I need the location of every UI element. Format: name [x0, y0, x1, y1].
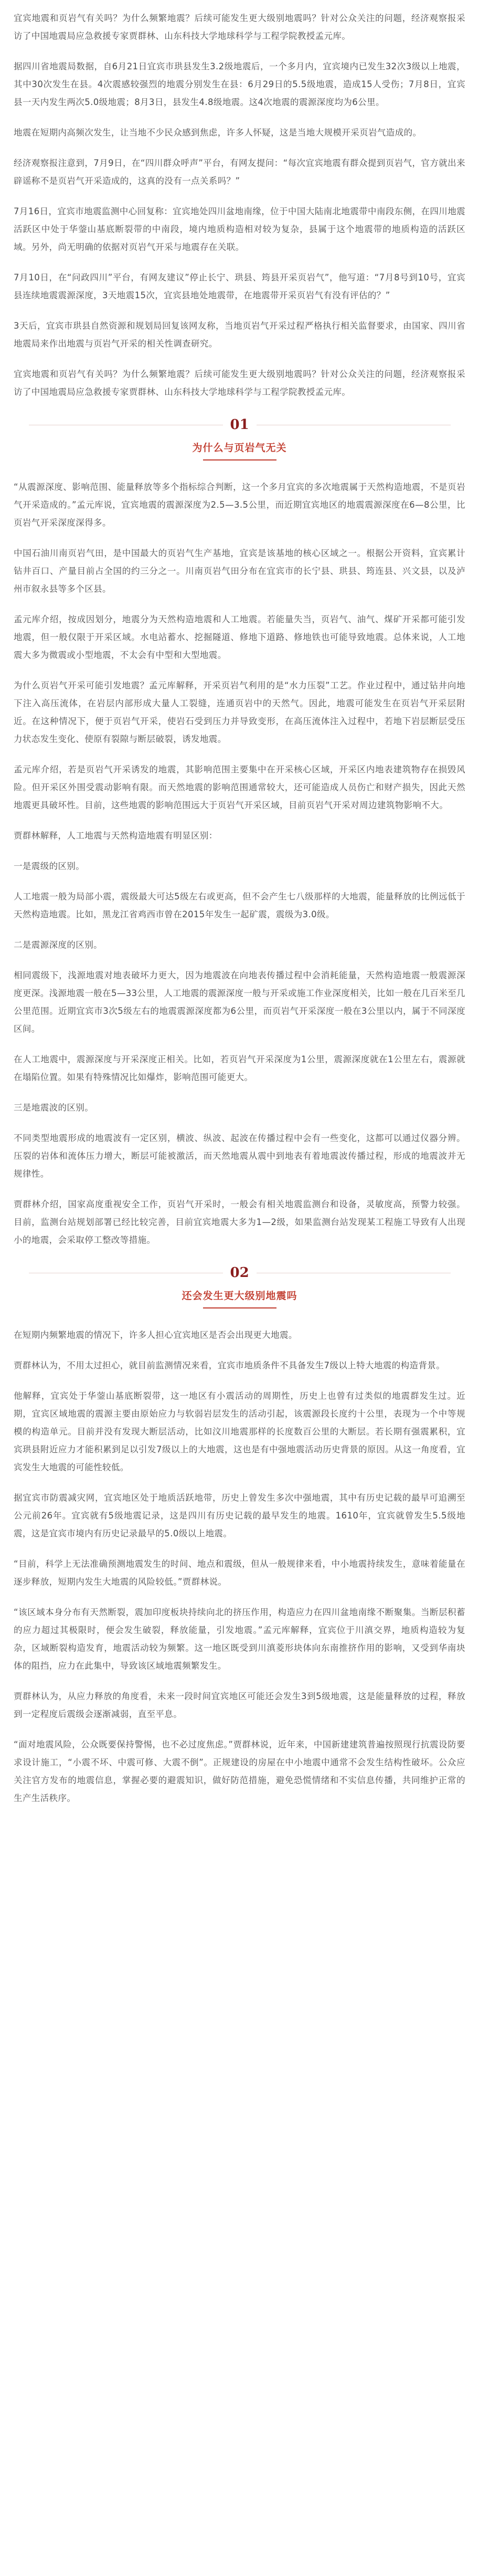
paragraph: 在人工地震中，震源深度与开采深度正相关。比如，若页岩气开采深度为1公里，震源深度就在1公里左右，震源就在塌陷位置。如果有特殊情况比如爆炸，影响范围可能更大。: [14, 1054, 465, 1082]
paragraph: 贾群林认为，不用太过担心，就目前监测情况来看，宜宾市地质条件不具备发生7级以上特大地震的构造背景。: [14, 1360, 445, 1370]
paragraph: 贾群林解释，人工地震与天然构造地震有明显区别：: [14, 831, 218, 841]
paragraph: 中国石油川南页岩气田，是中国最大的页岩气生产基地，宜宾是该基地的核心区域之一。根据公开资料，宜宾累计钻井百口、产量目前占全国的约三分之一。川南页岩气田分布在宜宾市的长宁县、珙县、筠连县、兴文县，以及泸州市叙永县等多个区县。: [14, 548, 465, 594]
intro-block: [14, 9, 465, 401]
paragraph: 7月10日，在“问政四川”平台，有网友建议”停止长宁、珙县、筠县开采页岩气”，他写道：“7月8号到10号，宜宾县连续地震震源深度，3天地震15次，宜宾县地处地震带，在地震带开采页岩气有没有评估的？”: [14, 273, 465, 300]
paragraph: 人工地震一般为局部小震，震级最大可达5级左右或更高，但不会产生七八级那样的大地震，能量释放的比例远低于天然构造地震。比如，黑龙江省鸡西市曾在2015年发生一起矿震，震级为3.0级。: [14, 892, 465, 919]
section-title: 还会发生更大级别地震吗: [182, 1290, 297, 1302]
paragraph: 孟元库介绍，按成因划分，地震分为天然构造地震和人工地震。若能量失当，页岩气、油气、煤矿开采都可能引发地震，但一般仅限于开采区域。水电站蓄水、挖掘隧道、修地下道路、修地铁也可能导致地震。总体来说，人工地震大多为微震或小型地震，不太会有中型和大型地震。: [14, 614, 465, 660]
paragraph: 相同震级下，浅源地震对地表破坏力更大，因为地震波在向地表传播过程中会消耗能量，天然构造地震一般震源深度更深。浅源地震一般在5—33公里，人工地震的震源深度一般与开采或施工作业深度相关，比如一般在几百米至几公里范围。近期宜宾市3次5级左右的地震震源深度都为6公里，而页岩气开采深度一般在3公里以内，属于不同深度区间。: [14, 970, 465, 1034]
paragraph: 经济观察报注意到，7月9日，在“四川群众呼声”平台，有网友提问：“每次宜宾地震有群众提到页岩气，官方就出来辟谣称不是页岩气开采造成的，这真的没有一点关系吗？”: [14, 158, 465, 186]
paragraph: 贾群林介绍，国家高度重视安全工作，页岩气开采时，一般会有相关地震监测台和设备，灵敏度高，预警力较强。目前，监测台站规划部署已经比较完善，目前宜宾地震大多为1—2级，如果监测台站发现某工程施工导致有人出现小的地震，会采取停工整改等措施。: [14, 1199, 465, 1245]
section-title-underline: [203, 1307, 276, 1308]
paragraph: 三是地震波的区别。: [14, 1103, 94, 1113]
paragraph: 他解释，宜宾处于华蓥山基底断裂带，这一地区有小震活动的周期性，历史上也曾有过类似的地震群发生过。近期，宜宾区域地震的震源主要由原始应力与软弱岩层发生的活动引起，该震源段长度约十公里，表现为一个中等规模的构造单元。目前并没有发现大断层活动，比如汶川地震那样的长度数百公里的大断层。若长期有强震累积，宜宾珙县附近应力才能积累到足以引发7级以上的大地震，这也是有中强地震活动历史背景的原因。从这一角度看，宜宾发生大地震的可能性较低。: [14, 1391, 465, 1472]
section-number: 02: [230, 1265, 249, 1281]
section-body-02: [14, 1326, 465, 1807]
section-number-row: [14, 1265, 465, 1281]
paragraph: “面对地震风险，公众既要保持警惕，也不必过度焦虑。”贾群林说，近年来，中国新建建筑普遍按照现行抗震设防要求设计施工，“小震不坏、中震可修、大震不倒”。正规建设的房屋在中小地震中通常不会发生结构性破坏。公众应关注官方发布的地震信息，掌握必要的避震知识，做好防范措施，避免恐慌情绪和不实信息传播，共同维护正常的生产生活秩序。: [14, 1740, 465, 1803]
paragraph: 宜宾地震和页岩气有关吗？为什么频繁地震？后续可能发生更大级别地震吗？针对公众关注的问题，经济观察报采访了中国地震局应急救援专家贾群林、山东科技大学地球科学与工程学院教授孟元库。: [14, 369, 465, 397]
paragraph: “从震源深度、影响范围、能量释放等多个指标综合判断，这一个多月宜宾的多次地震属于天然构造地震，不是页岩气开采造成的。”孟元库说，宜宾地震的震源深度为2.5—3.5公里，而近期宜宾地区的地震震源深度在6—8公里，比页岩气开采深度深得多。: [14, 482, 465, 528]
section-title: 为什么与页岩气无关: [192, 442, 287, 454]
section-header-02: [14, 1265, 465, 1308]
paragraph: 地震在短期内高频次发生，让当地不少民众感到焦虑，许多人怀疑，这是当地大规模开采页岩气造成的。: [14, 128, 422, 138]
section-header-01: [14, 417, 465, 460]
paragraph: 3天后，宜宾市珙县自然资源和规划局回复该网友称，当地页岩气开采过程严格执行相关监督要求，由国家、四川省地震局来作出地震与页岩气开采的相关性调查研究。: [14, 321, 465, 349]
paragraph: 为什么页岩气开采可能引发地震？孟元库解释，开采页岩气利用的是“水力压裂”工艺。作业过程中，通过钻井向地下注入高压流体，在岩层内部形成大量人工裂缝，连通页岩中的天然气。因此，地震可能发生在页岩气开采层附近。在这种情况下，便于页岩气开采，使岩石受到压力并导致变形，在高压流体注入过程中，若地下岩层断层受压力状态发生变化、使原有裂隙与断层破裂，诱发地震。: [14, 680, 465, 744]
paragraph: “该区域本身分布有天然断裂，震加印度板块持续向北的挤压作用，构造应力在四川盆地南缘不断聚集。当断层积蓄的应力超过其极限时，便会发生破裂，释放能量，引发地震。”孟元库解释，宜宾位于川滇交界，地质构造较为复杂，区域断裂构造发育，地震活动较为频繁。这一地区既受到川滇菱形块体向东南推挤作用的影响，又受到华南块体的阻挡，应力在此集中，导致该区域地震频繁发生。: [14, 1607, 465, 1671]
paragraph: 孟元库介绍，若是页岩气开采诱发的地震，其影响范围主要集中在开采核心区域，开采区内地表建筑物存在损毁风险。但开采区外围受震动影响有限。而天然地震的影响范围通常较大，还可能造成人员伤亡和财产损失，因此天然地震更具破坏性。目前，这些地震的影响范围远大于页岩气开采区域，目前页岩气开采对周边建筑物影响不大。: [14, 765, 465, 810]
paragraph: 宜宾地震和页岩气有关吗？为什么频繁地震？后续可能发生更大级别地震吗？针对公众关注的问题，经济观察报采访了中国地震局应急救援专家贾群林、山东科技大学地球科学与工程学院教授孟元库。: [14, 13, 465, 41]
section-title-underline: [203, 459, 276, 460]
paragraph: 一是震级的区别。: [14, 861, 85, 871]
paragraph: 在短期内频繁地震的情况下，许多人担心宜宾地区是否会出现更大地震。: [14, 1330, 297, 1340]
paragraph: 据四川省地震局数据，自6月21日宜宾市珙县发生3.2级地震后，一个多月内，宜宾境内已发生32次3级以上地震，其中30次发生在县。4次震感较强烈的地震分别发生在县：6月29日的5.5级地震，造成15人受伤；7月8日，宜宾县一天内发生两次5.0级地震；8月3日，县发生4.8级地震。这4次地震的震源深度均为6公里。: [14, 61, 465, 107]
paragraph: 贾群林认为，从应力释放的角度看，未来一段时间宜宾地区可能还会发生3到5级地震，这是能量释放的过程，释放到一定程度后震级会逐渐减弱，直至平息。: [14, 1691, 465, 1719]
paragraph: 据宜宾市防震减灾网，宜宾地区处于地质活跃地带，历史上曾发生多次中强地震，其中有历史记载的最早可追溯至公元前26年。宜宾就有5级地震记录，这是四川有历史记载的最早发生的地震。1610年，宜宾就曾发生5.5级地震，这是宜宾市境内有历史记录最早的5.0级以上地震。: [14, 1493, 465, 1538]
paragraph: 二是震源深度的区别。: [14, 940, 102, 950]
paragraph: 7月16日，宜宾市地震监测中心回复称：宜宾地处四川盆地南缘，位于中国大陆南北地震带中南段东侧，在四川地震活跃区中处于华蓥山基底断裂带的中南段，境内地质构造相对较为复杂，县属于这个地震带的地质构造的活跃区域。另外，尚无明确的依据对页岩气开采与地震存在关联。: [14, 206, 465, 252]
paragraph: 不同类型地震形成的地震波有一定区别，横波、纵波、起波在传播过程中会有一些变化，这都可以通过仪器分辨。压裂的岩体和流体压力增大，断层可能被激活，而天然地震从震中到地表有着地震波传播过程，形成的地震波并无规律性。: [14, 1133, 465, 1179]
paragraph: “目前，科学上无法准确预测地震发生的时间、地点和震级，但从一般规律来看，中小地震持续发生，意味着能量在逐步释放，短期内发生大地震的风险较低。”贾群林说。: [14, 1559, 465, 1587]
section-number-row: [14, 417, 465, 433]
section-body-01: [14, 478, 465, 1249]
section-number: 01: [230, 417, 249, 433]
